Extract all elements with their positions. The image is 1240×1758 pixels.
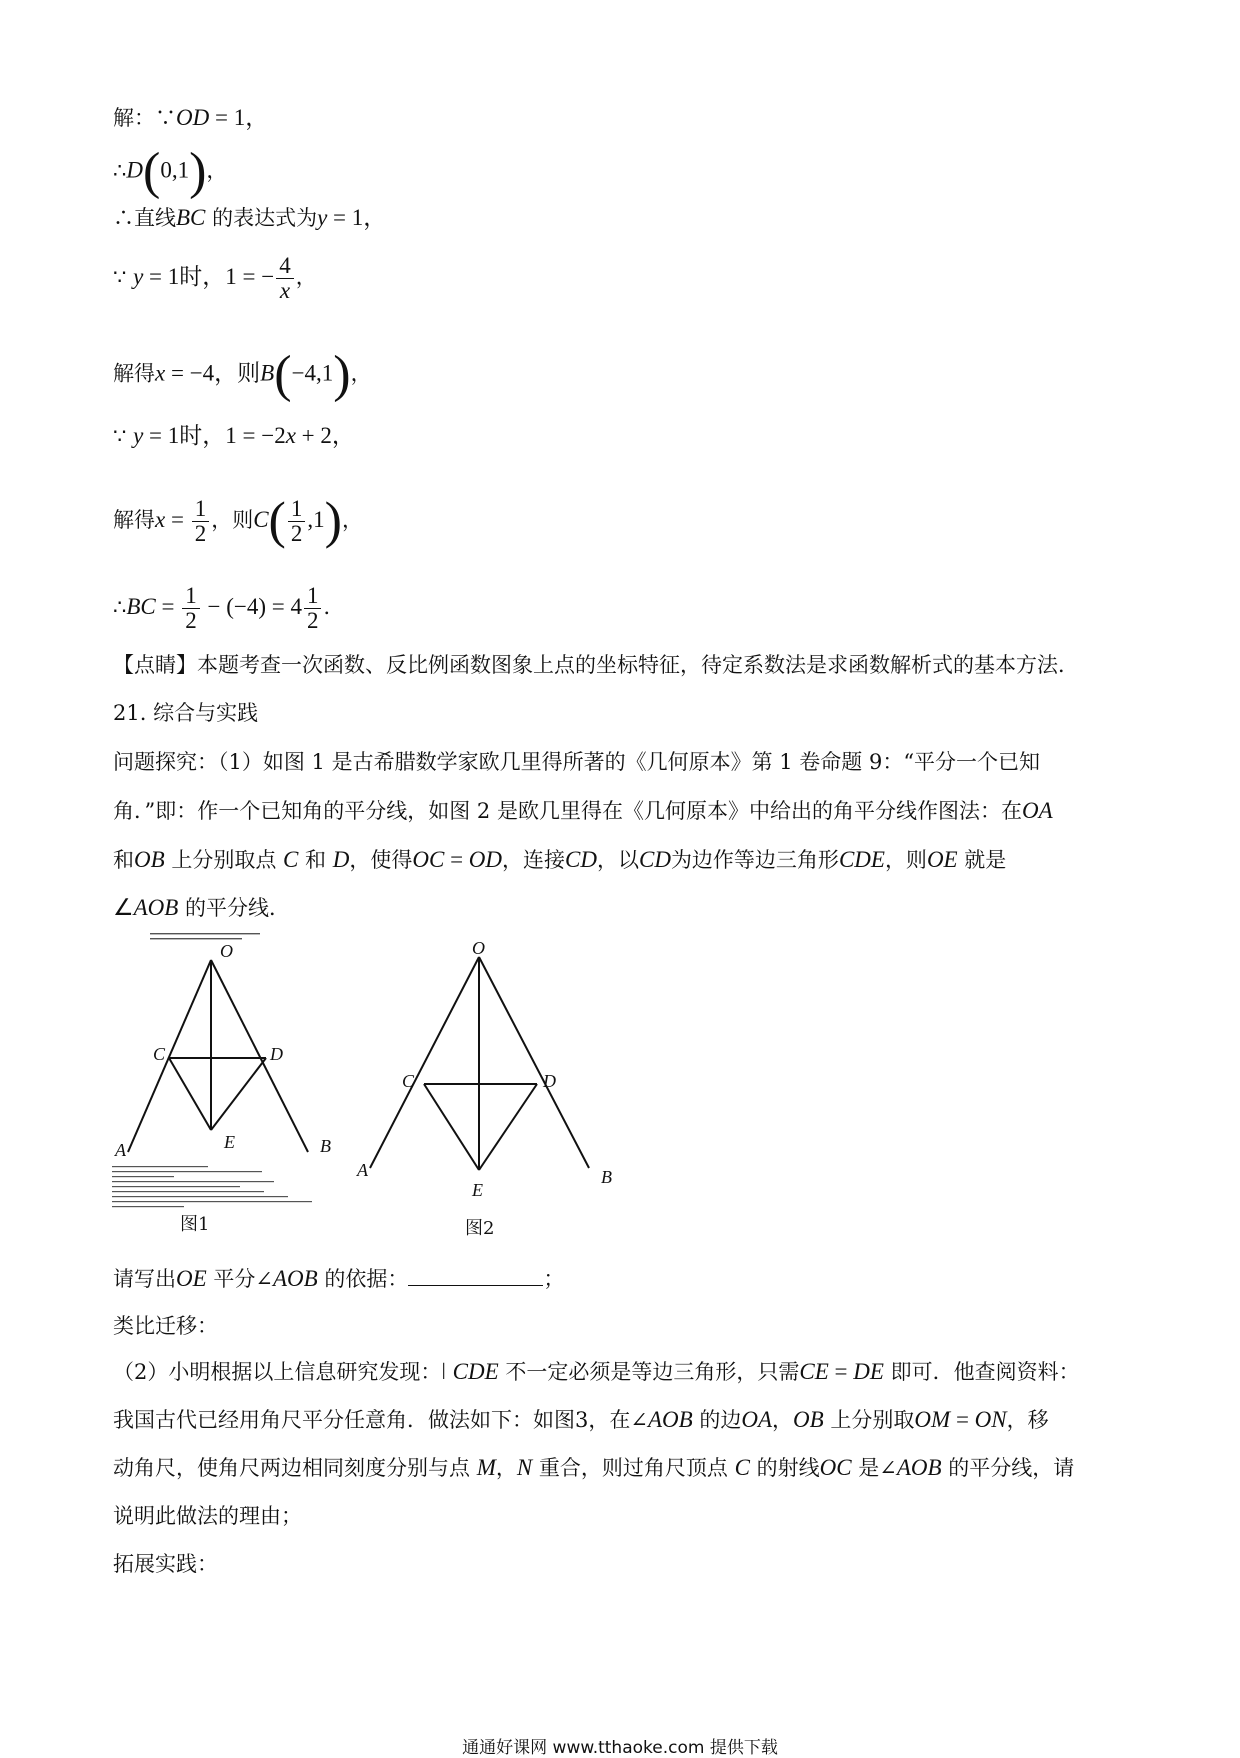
math: = xyxy=(828,1359,854,1384)
denominator: 2 xyxy=(306,608,319,633)
answer-blank[interactable] xyxy=(408,1263,543,1286)
math: OC xyxy=(412,847,445,872)
question-line-5 xyxy=(113,1263,564,1294)
figure-2 xyxy=(355,940,625,1244)
question-line-6 xyxy=(113,1357,1080,1387)
math: B xyxy=(260,360,275,386)
label-b: B xyxy=(601,1167,612,1187)
text: ，连接 xyxy=(502,848,566,872)
text: ，使得 xyxy=(349,848,413,872)
label-e: E xyxy=(472,1180,483,1200)
text: 类比迁移： xyxy=(113,1314,218,1338)
math: y xyxy=(133,423,144,448)
math: OB xyxy=(793,1407,824,1432)
text: ∵ xyxy=(113,265,127,289)
denominator: 2 xyxy=(290,521,303,546)
label-d: D xyxy=(270,1044,283,1064)
math: OB xyxy=(134,847,165,872)
solution-line-5 xyxy=(113,346,372,403)
math: BC xyxy=(176,205,206,230)
math: = xyxy=(950,1407,975,1432)
paren-open: ( xyxy=(143,143,161,200)
text: 的边 xyxy=(692,1408,742,1432)
math: C xyxy=(253,507,269,532)
math: = 1， xyxy=(327,205,387,230)
math: = 1时，1 = −2 xyxy=(143,423,286,448)
question-line-2 xyxy=(113,796,1053,826)
math: ǀ xyxy=(441,1359,446,1384)
math: AOB xyxy=(647,1407,693,1432)
text: 21. 综合与实践 xyxy=(113,701,259,725)
text: 的表达式为 xyxy=(205,206,318,230)
math: CE xyxy=(799,1359,829,1384)
paren-open: ( xyxy=(274,346,292,403)
label-b: B xyxy=(320,1136,331,1156)
math: −4,1 xyxy=(291,360,334,386)
math: C xyxy=(734,1455,750,1480)
math: N xyxy=(516,1455,533,1480)
segment-de xyxy=(479,1084,537,1170)
math: OC xyxy=(819,1455,852,1480)
comment-line xyxy=(113,650,1079,680)
text: ∴直线 xyxy=(113,206,176,230)
fraction xyxy=(288,497,306,546)
figure-1-caption: 图1 xyxy=(180,1214,210,1235)
denominator: 2 xyxy=(185,608,197,633)
math: DE xyxy=(853,1359,884,1384)
text: ，以 xyxy=(596,848,639,872)
text: ， xyxy=(341,508,363,532)
paren-close: ) xyxy=(333,346,351,403)
question-line-7 xyxy=(113,1405,1049,1435)
math: AOB xyxy=(896,1455,942,1480)
text: ， xyxy=(295,265,317,289)
text: 解得 xyxy=(113,361,155,386)
text: 是∠ xyxy=(851,1456,897,1480)
denominator: 2 xyxy=(194,521,207,546)
label-o: O xyxy=(220,941,233,961)
text: 不一定必须是等边三角形，只需 xyxy=(498,1360,800,1384)
fraction xyxy=(192,497,210,546)
math: CD xyxy=(565,847,597,872)
question-line-4 xyxy=(113,893,290,923)
math: BC xyxy=(126,594,156,619)
text: ∵ xyxy=(113,424,127,448)
question-line-8 xyxy=(113,1453,1074,1483)
math: OE xyxy=(926,847,958,872)
numerator: 1 xyxy=(304,584,322,609)
math: x xyxy=(285,423,296,448)
solution-line-2 xyxy=(113,143,228,200)
question-line-1 xyxy=(113,747,1040,777)
numerator: 1 xyxy=(192,497,210,522)
question-line-9 xyxy=(113,1501,302,1531)
math: y xyxy=(317,205,328,230)
label-c: C xyxy=(153,1044,166,1064)
math: x xyxy=(155,507,166,532)
ray-oa xyxy=(370,957,479,1168)
math: 0,1 xyxy=(160,157,190,183)
text: ，则 xyxy=(211,508,254,532)
figure-2-caption: 图2 xyxy=(465,1218,495,1239)
label-c: C xyxy=(402,1071,415,1091)
solution-line-8 xyxy=(113,584,344,633)
text: 角．”即：作一个已知角的平分线，如图 2 是欧几里得在《几何原本》中给出的角平分线作图法：在 xyxy=(113,799,1022,823)
math: ∠ xyxy=(113,895,134,920)
math: ON xyxy=(974,1407,1007,1432)
section-label-analogy xyxy=(113,1311,218,1341)
text: 的依据： xyxy=(317,1267,409,1291)
numerator: 4 xyxy=(276,254,294,279)
segment-ce xyxy=(169,1058,211,1130)
segment-de xyxy=(211,1058,266,1130)
text: 和 xyxy=(113,848,134,872)
text: 的射线 xyxy=(749,1456,820,1480)
label-d: D xyxy=(543,1071,556,1091)
text: 说明此做法的理由； xyxy=(113,1504,302,1528)
math: CDE xyxy=(452,1359,499,1384)
math: D xyxy=(126,157,143,183)
math: x xyxy=(155,360,166,386)
math: M xyxy=(476,1455,496,1480)
label-e: E xyxy=(224,1132,235,1152)
text: 动角尺，使角尺两边相同刻度分别与点 xyxy=(113,1456,477,1480)
label-o: O xyxy=(472,940,485,958)
math: D xyxy=(332,847,350,872)
segment-ce xyxy=(424,1084,479,1170)
text: ∴ xyxy=(113,158,127,183)
solution-line-3 xyxy=(113,203,386,233)
text: 上分别取点 xyxy=(164,848,284,872)
label-a: A xyxy=(357,1160,368,1180)
math: y xyxy=(133,264,144,289)
math: CDE xyxy=(838,847,885,872)
numerator: 1 xyxy=(288,497,306,522)
math: OA xyxy=(1021,798,1053,823)
paren-close: ) xyxy=(189,143,207,200)
text: ； xyxy=(543,1267,565,1291)
figure-1 xyxy=(108,930,358,1239)
paren-close: ) xyxy=(324,492,342,550)
math: − (−4) = 4 xyxy=(201,594,302,619)
text: 平分∠ xyxy=(206,1267,273,1291)
math: = 1， xyxy=(209,105,269,130)
math: = xyxy=(444,847,469,872)
math: OM xyxy=(914,1407,951,1432)
math: C xyxy=(283,847,299,872)
text: 问题探究：（1）如图 1 是古希腊数学家欧几里得所著的《几何原本》第 1 卷命题 9：“平分一个已知 xyxy=(113,750,1041,774)
text: 为边作等边三角形 xyxy=(670,848,839,872)
fraction xyxy=(304,584,322,633)
text: 就是 xyxy=(957,848,1007,872)
text: ， xyxy=(206,158,228,183)
math: + 2， xyxy=(295,423,355,448)
numerator: 1 xyxy=(182,584,200,609)
solution-line-6 xyxy=(113,421,355,451)
math: OA xyxy=(741,1407,773,1432)
text: （2）小明根据以上信息研究发现： xyxy=(113,1360,442,1384)
text: 的平分线． xyxy=(178,896,291,920)
text: ， xyxy=(495,1456,517,1480)
text: 请写出 xyxy=(113,1267,176,1291)
math: AOB xyxy=(133,895,179,920)
denominator: x xyxy=(279,278,291,303)
math: = xyxy=(155,594,181,619)
math: OE xyxy=(176,1266,207,1291)
text: 我国古代已经用角尺平分任意角．做法如下：如图3，在∠ xyxy=(113,1408,648,1432)
text: 解：∵ xyxy=(113,106,176,130)
text: ，则 xyxy=(884,848,927,872)
paren-open: ( xyxy=(268,492,286,550)
text: ， xyxy=(772,1408,794,1432)
solution-line-4 xyxy=(113,254,317,303)
section-label-extension xyxy=(113,1549,218,1579)
ray-ob xyxy=(479,957,589,1168)
text: ∴ xyxy=(113,595,127,619)
question-heading xyxy=(113,698,258,728)
text: 和 xyxy=(298,848,333,872)
text: ， xyxy=(350,361,372,386)
text: 解得 xyxy=(113,508,155,532)
math: = 1时，1 = − xyxy=(143,264,275,289)
text: 【点睛】本题考查一次函数、反比例函数图象上点的坐标特征，待定系数法是求函数解析式的基本方法． xyxy=(113,653,1079,677)
text: 即可．他查阅资料： xyxy=(883,1360,1080,1384)
question-line-3 xyxy=(113,845,1006,875)
fraction xyxy=(182,584,200,633)
math: ,1 xyxy=(307,507,325,532)
text: 拓展实践： xyxy=(113,1552,218,1576)
text: 重合，则过角尺顶点 xyxy=(532,1456,735,1480)
solution-line-7 xyxy=(113,492,363,550)
text: ，移 xyxy=(1006,1408,1049,1432)
math: = −4，则 xyxy=(165,360,261,386)
math: AOB xyxy=(272,1266,318,1291)
math: OD xyxy=(468,847,503,872)
footer-watermark: 通通好课网 www.tthaoke.com 提供下载 xyxy=(462,1738,778,1758)
math: CD xyxy=(638,847,671,872)
ray-ob xyxy=(211,960,308,1152)
label-a: A xyxy=(115,1140,126,1160)
solution-line-1 xyxy=(113,103,268,133)
text: ． xyxy=(323,595,345,619)
ray-oa xyxy=(128,960,211,1152)
fraction xyxy=(276,254,294,303)
text: 上分别取 xyxy=(823,1408,915,1432)
math: OD xyxy=(176,105,210,130)
math: = xyxy=(165,507,190,532)
text: 的平分线，请 xyxy=(941,1456,1075,1480)
